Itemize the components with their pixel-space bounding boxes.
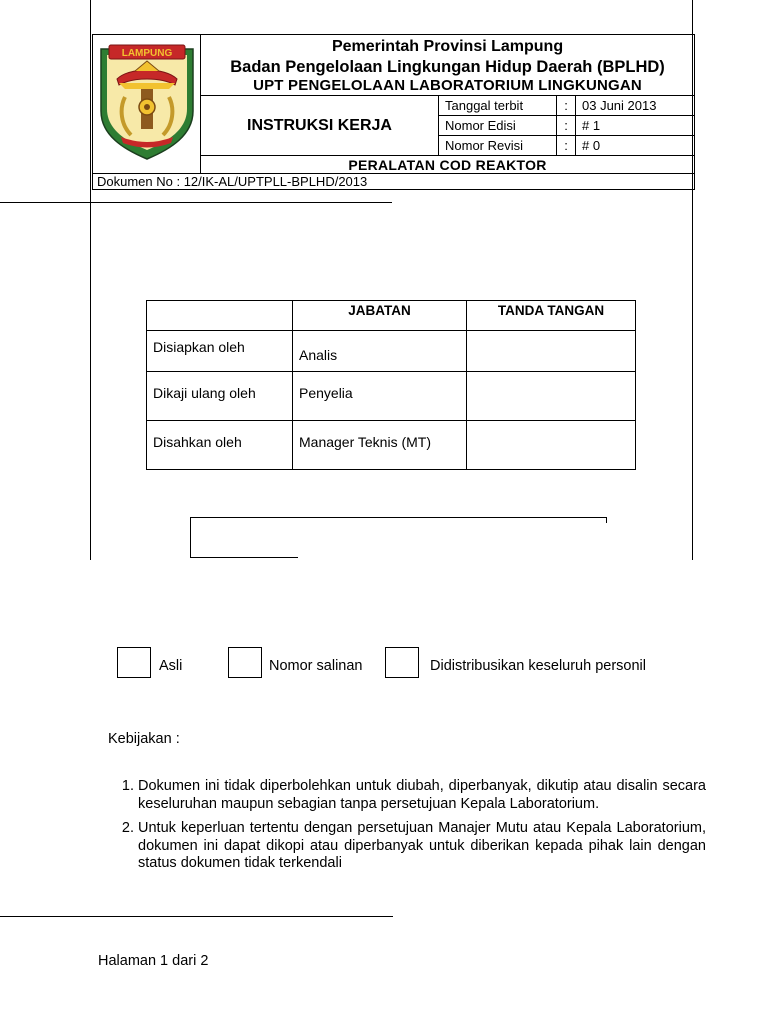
footer-separator-line: [0, 916, 393, 917]
meta-sep-revision: :: [557, 136, 576, 156]
org-title-cell: [201, 35, 695, 96]
checkbox-copy-number-label: Nomor salinan: [269, 658, 363, 674]
approval-table: [146, 300, 636, 470]
org-line-1: Pemerintah Provinsi Lampung: [331, 38, 564, 55]
header-table: [92, 34, 695, 190]
approval-header-role: [147, 301, 293, 331]
org-line-2: Badan Pengelolaan Lingkungan Hidup Daerah (BPLHD): [230, 58, 665, 76]
policy-list: [108, 778, 706, 880]
logo-banner-text: LAMPUNG: [121, 48, 173, 59]
table-row: [147, 421, 636, 470]
meta-label-edition: Nomor Edisi: [439, 116, 557, 136]
equipment-title: PERALATAN COD REAKTOR: [201, 156, 695, 174]
list-item: 2. Untuk keperluan tertentu dengan persetujuan Manajer Mutu atau Kepala Laboratorium, dokumen ini dapat dikopi atau diperbanyak untuk diberikan kepada pihak lain dengan status dokumen tidak terkendali: [138, 820, 706, 873]
page-number: Halaman 1 dari 2: [98, 953, 209, 969]
checkbox-original[interactable]: [117, 647, 151, 678]
signature-field: [467, 421, 636, 470]
document-number: Dokumen No : 12/IK-AL/UPTPLL-BPLHD/2013: [93, 174, 695, 190]
table-row: [147, 331, 636, 372]
left-margin-line: [90, 0, 91, 560]
approval-header-signature: TANDA TANGAN: [467, 301, 636, 331]
meta-sep-edition: :: [557, 116, 576, 136]
checkbox-distributed-all[interactable]: [385, 647, 419, 678]
meta-label-date: Tanggal terbit: [439, 96, 557, 116]
list-item: 1. Dokumen ini tidak diperbolehkan untuk diubah, diperbanyak, dikutip atau disalin secara keseluruhan maupun sebagian tanpa persetujuan Kepala Laboratorium.: [138, 778, 706, 813]
approval-position: Manager Teknis (MT): [293, 421, 467, 470]
table-row: [147, 372, 636, 421]
header-separator-line: [0, 202, 392, 203]
approval-role: Disiapkan oleh: [147, 331, 293, 372]
lampung-emblem-logo: [95, 39, 199, 161]
meta-value-date: 03 Juni 2013: [576, 96, 695, 116]
signature-field: [467, 331, 636, 372]
checkbox-distributed-all-label: Didistribusikan keseluruh personil: [430, 658, 646, 674]
approval-position: Analis: [293, 331, 467, 372]
doc-type-title: INSTRUKSI KERJA: [201, 96, 439, 156]
approval-role: Dikaji ulang oleh: [147, 372, 293, 421]
checkbox-original-label: Asli: [159, 658, 183, 674]
signature-field: [467, 372, 636, 421]
meta-value-edition: # 1: [576, 116, 695, 136]
checkbox-copy-number[interactable]: [228, 647, 262, 678]
document-header: [92, 34, 694, 188]
logo-cell: [93, 35, 201, 174]
stamp-box: [190, 517, 607, 558]
approval-header-position: JABATAN: [293, 301, 467, 331]
org-line-3: UPT PENGELOLAAN LABORATORIUM LINGKUNGAN: [253, 77, 642, 94]
approval-position: Penyelia: [293, 372, 467, 421]
policy-title: Kebijakan :: [108, 731, 180, 747]
meta-value-revision: # 0: [576, 136, 695, 156]
approval-role: Disahkan oleh: [147, 421, 293, 470]
meta-sep-date: :: [557, 96, 576, 116]
meta-label-revision: Nomor Revisi: [439, 136, 557, 156]
